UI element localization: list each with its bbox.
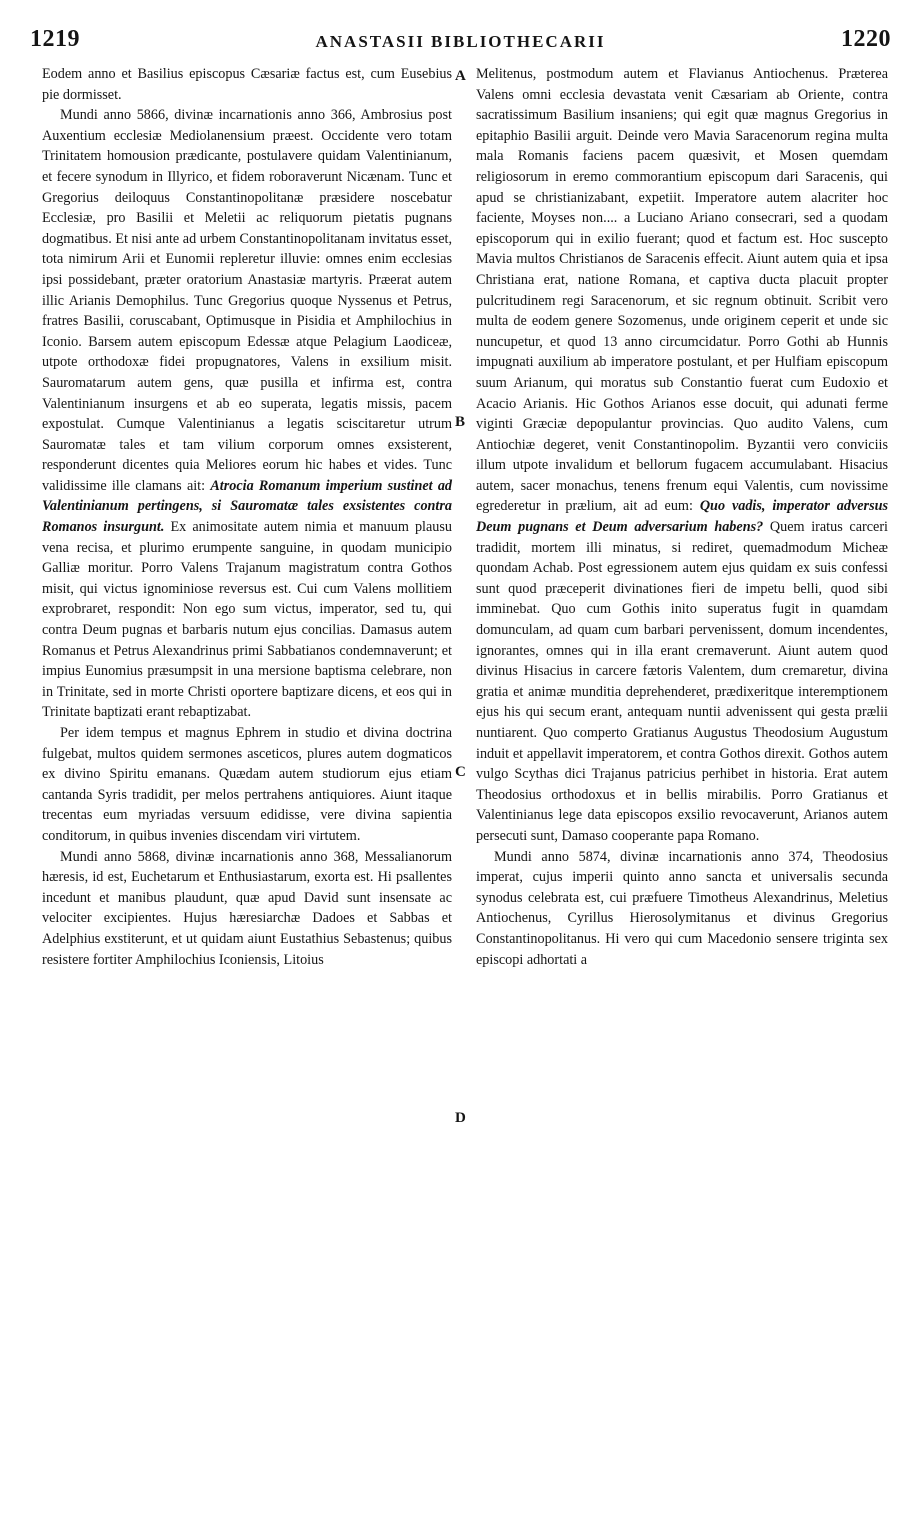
right-text-column bbox=[476, 64, 888, 970]
page-header bbox=[30, 26, 891, 62]
left-text-column bbox=[42, 64, 452, 970]
section-letter-a: A bbox=[455, 68, 466, 84]
right-column-number: 1220 bbox=[841, 26, 891, 52]
left-column-number: 1219 bbox=[30, 26, 80, 52]
paragraph: Mundi anno 5868, divinæ incarnationis anno 368, Messalianorum hæresis, id est, Euchetarum et Enthusiastarum, exorta est. Hi psallentes incedunt et manibus plaudunt, quæ apud David sunt insensate ac velociter excipientes. Hujus hæresiarchæ Dadoes et Sabbas et Adelphius exstiterunt, et ut quidam aiunt Eustathius Sebastenus; quibus resistere fortiter Amphilochius Iconiensis, Litoius bbox=[42, 848, 452, 968]
paragraph: Eodem anno et Basilius episcopus Cæsariæ factus est, cum Eusebius pie dormisset. bbox=[42, 66, 452, 103]
italic-quote: Atrocia Romanum imperium sustinet ad Valentinianum pertingens, si Sauromatæ tales exsistentes contra Romanos insurgunt. bbox=[42, 477, 453, 536]
section-letter-c: C bbox=[455, 764, 466, 780]
paragraph: Mundi anno 5874, divinæ incarnationis anno 374, Theodosius imperat, cujus imperii quinto anno sancta et universalis secunda synodus celebrata est, cui præfuere Timotheus Alexandrinus, Meletius Antiochenus, Cyrillus Hierosolymitanus et divinus Gregorius Constantinopolitanus. Hi vero qui cum Macedonio sensere triginta sex episcopi adhortati a bbox=[476, 848, 888, 968]
running-title: ANASTASII BIBLIOTHECARII bbox=[315, 32, 606, 51]
paragraph: Mundi anno 5866, divinæ incarnationis anno 366, Ambrosius post Auxentium ecclesiæ Mediolanensium præest. Occidente vero totam Trinitatem homousion prædicante, postulavere quidam Valentinianum, et fecere synodum in Illyrico, et fidem roboraverunt Nicænam. Tunc et Gregorius deiloquus Constantinopolitanæ præsidere noscebatur Ecclesiæ, pro Basilii et Meletii ac reliquorum pietatis pugnans dogmatibus. Et nisi ante ad urbem Constantinopolitanam invitatus esset, tota nimirum Arii et Eunomii repleretur illuvie: omnes enim ecclesias ipsi possidebant, præter oratorium Anastasiæ martyris. Præerat autem illic Arianis Demophilus. Tunc Gregorius quoque Nyssenus et Petrus, fratres Basilii, coruscabant, Optimusque in Pisidia et Amphilochius in Iconio. Barsem autem episcopum Edessæ atque Pelagium Laodiceæ, utpote orthodoxæ fidei propugnatores, Valens in exsilium misit. Sauromatarum autem gens, quæ pusilla et infirma est, contra Valentinianum insurgens et ab eo superata, legatis missis, pacem expostulat. Cumque Valentinianus a legatis sciscitaretur utrum Sauromatæ tales et tam vilium corporum omnes exsisterent, responderunt dicentes quia Meliores eorum hic habes et vides. Tunc validissime ille clamans ait: Atrocia Romanum imperium sustinet ad Valentinianum pertingens, si Sauromatæ tales exsistentes contra Romanos insurgunt. Ex animositate autem nimia et manuum plausu vena recisa, et plurimo erumpente sanguine, in quodam municipio Galliæ moritur. Porro Valens Trajanum magistratum contra Gothos misit, qui victus ignominiose reversus est. Cui cum Valens mollitiem exprobraret, respondit: Non ego sum victus, imperator, sed tu, qui contra Deum pugnas et barbaris nutum ejus concilias. Damasus autem Romanus et Petrus Alexandrinus primi Sabbatianos condemnaverunt; et impius Eunomius præsumpsit in una mersione baptisma celebrare, non in Trinitate, sed in morte Christi oportere baptizare dicens, et eos qui in Trinitate baptizati erant rebaptizabat. bbox=[42, 107, 453, 721]
paragraph: Melitenus, postmodum autem et Flavianus Antiochenus. Præterea Valens omni ecclesia devastata venit Cæsariam ab Oriente, contra sacratissimum Basilium insaniens; qui egit quæ magnus Gregorius in epitaphio Basilii arguit. Deinde vero Mavia Saracenorum regina multa mala Romanis faciens pacem quæsivit, et Mosen quemdam religiosorum in eremo commorantium episcopum dari Saracenis, qui apud se christianizabant, expetiit. Imperatore autem alacriter hoc faciente, Moyses non.... a Luciano Ariano consecrari, sed a quodam episcoporum qui in exilio fuerant; quod et factum est. Hoc suscepto Mavia multos Christianos de Saracenis effecit. Aiunt autem quia et ipsa Christiana erat, natione Romana, et captiva ducta placuit propter pulcritudinem regi Saracenorum, et sic regnum obtinuit. Scribit vero multa de eodem genere Sozomenus, unde originem ceperit et unde sic nuncupetur, et quod 13 anno circumcidatur. Porro Gothi ab Hunnis impugnati auxilium ab imperatore postulant, et per Hulfiam episcopum suum Arianum, qui moratus sub Constantio fuerat cum Eudoxio et Acacio Arianis. Hic Gothos Arianos esse docuit, qui adunati ferme viginti Græciæ depopulantur provincias. Quo audito Valens, cum Antiochiæ degeret, venit Constantinopolim. Byzantii vero conviciis illum utpote invalidum et bellorum fugacem accumulabant. Hisacius autem, sacer monachus, tenens frenum equi Valentis, cum novissime egrederetur in prælium, ait ad eum: Quo vadis, imperator adversus Deum pugnans et Deum adversarium habens? Quem iratus carceri tradidit, mortem illi minatus, si rediret, quemadmodum Micheæ quondam Achab. Post egressionem autem ejus quidam ex suis confessi sunt quod præceperit divinationes fieri de impetu belli, quod sibi imminebat. Quo cum Gothis inito superatus fugit in quamdam domunculam, ad quam cum barbari pervenissent, domum incendentes, ignorantes, omnes qui in illa erant cremaverunt. Aiunt autem quod divinus Hisacius in carcere fætoris Valentem, dum cremaretur, divina gratia et animæ munditia deprehenderet, prædixeritque interemptionem ejus his qui secum erant, antequam nuntii advenissent qui gesta prælii nuntiarent. Quo comperto Gratianus Augustus Theodosium Augustum induit et appellavit imperatorem, et contra Gothos direxit. Gothos autem vulgo Scythas dici Trajanus patricius perhibet in historia. Erat autem Theodosius orthodoxus et in bellis mirabilis. Porro Gratianus et Valentinianus lege data episcopos exsilio revocaverunt, Arianos autem persecuti sunt, Damaso cooperante papa Romano. bbox=[476, 66, 889, 844]
paragraph: Per idem tempus et magnus Ephrem in studio et divina doctrina fulgebat, multos quidem sermones asceticos, plures autem dogmaticos ex divino Spiritu emanans. Quædam autem studiorum ejus etiam cantanda Syris tradidit, per melos pertrahens antiquiores. Aiunt itaque trecentas eum myriadas versuum edidisse, vere divina sapientia conditorum, in quibus invenies discendam viri virtutem. bbox=[42, 725, 452, 844]
section-letter-b: B bbox=[455, 414, 466, 430]
section-letter-d: D bbox=[455, 1110, 466, 1126]
italic-quote: Quo vadis, imperator adversus Deum pugnans et Deum adversarium habens? bbox=[476, 498, 889, 536]
